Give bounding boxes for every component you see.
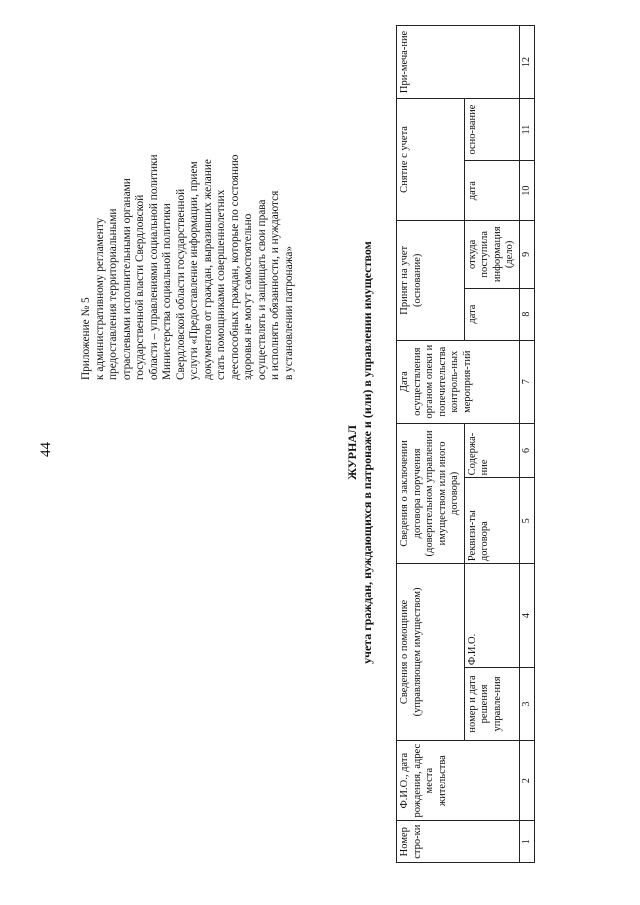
sub-accepted-source-header: откуда поступила информация (дело) bbox=[464, 221, 519, 289]
appendix-line: стать помощниками совершеннолетних bbox=[215, 189, 227, 380]
column-number: 8 bbox=[519, 288, 535, 340]
appendix-line: здоровья не могут самостоятельно bbox=[242, 213, 254, 380]
sub-content-header: Содержа-ние bbox=[464, 423, 519, 478]
column-number: 1 bbox=[519, 821, 535, 863]
appendix-line: услуги «Предоставление информации, прием bbox=[188, 161, 200, 380]
group-accepted-header: Принят на учет (основание) bbox=[397, 221, 465, 341]
column-number: 3 bbox=[519, 668, 535, 741]
appendix-line: Приложение № 5 bbox=[80, 297, 92, 380]
group-removed-header: Снятие с учета bbox=[397, 98, 465, 220]
appendix-line: государственной власти Свердловской bbox=[134, 194, 146, 380]
column-number: 6 bbox=[519, 423, 535, 478]
journal-table bbox=[396, 25, 535, 863]
col-control-date-header: Дата осуществления органом опеки и попечительства контроль-ных мероприя-тий bbox=[397, 340, 520, 423]
column-number: 11 bbox=[519, 98, 535, 160]
group-assistant-header: Сведения о помощнике (управляющем имуществом) bbox=[397, 564, 465, 741]
appendix-line: предоставления территориальными bbox=[107, 208, 119, 380]
page-number: 44 bbox=[38, 442, 54, 457]
col-fio-header: Ф.И.О., дата рождения, адрес места жительства bbox=[397, 740, 520, 821]
sub-fio-header: Ф.И.О. bbox=[464, 564, 519, 668]
sub-removed-date-header: дата bbox=[464, 161, 519, 221]
journal-title: ЖУРНАЛ bbox=[345, 425, 359, 480]
header-row bbox=[397, 26, 465, 863]
column-number: 12 bbox=[519, 26, 535, 99]
sub-decision-header: номер и дата решения управле-ния bbox=[464, 668, 519, 741]
column-number: 10 bbox=[519, 161, 535, 221]
column-number: 7 bbox=[519, 340, 535, 423]
appendix-line: в установлении патронажа» bbox=[282, 245, 295, 380]
appendix-line: Министерства социальной политики bbox=[161, 203, 173, 380]
appendix-line: Свердловской области государственной bbox=[174, 188, 187, 380]
column-number: 9 bbox=[519, 221, 535, 289]
journal-subtitle: учета граждан, нуждающихся в патронаже и (или) в управлении имуществом bbox=[360, 241, 374, 664]
appendix-line: дееспособных граждан, которые по состоянию bbox=[228, 154, 241, 380]
sub-requisites-header: Реквизи-ты договора bbox=[464, 478, 519, 564]
column-number: 4 bbox=[519, 564, 535, 668]
sub-removed-basis-header: осно-вание bbox=[464, 98, 519, 160]
appendix-line: осуществлять и защищать свои права bbox=[255, 199, 268, 380]
column-numbers-row bbox=[519, 26, 535, 863]
col-row-number-header: Номер стро-ки bbox=[397, 821, 520, 863]
sub-accepted-date-header: дата bbox=[464, 288, 519, 340]
appendix-line: документов от граждан, выразивших желание bbox=[201, 159, 214, 380]
column-number: 2 bbox=[519, 740, 535, 821]
appendix-line: области – управлениями социальной политики bbox=[147, 154, 160, 380]
group-contract-header: Сведения о заключении договора поручения (доверительном управлении имуществом или иного договора) bbox=[397, 423, 465, 563]
appendix-line: к административному регламенту bbox=[93, 217, 106, 380]
appendix-block bbox=[80, 20, 296, 380]
appendix-line: и исполнять обязанности, и нуждаются bbox=[269, 190, 281, 380]
col-note-header: При-меча-ние bbox=[397, 26, 520, 99]
appendix-line: отраслевыми исполнительными органами bbox=[120, 178, 133, 380]
subheader-row bbox=[464, 26, 519, 863]
column-number: 5 bbox=[519, 478, 535, 564]
